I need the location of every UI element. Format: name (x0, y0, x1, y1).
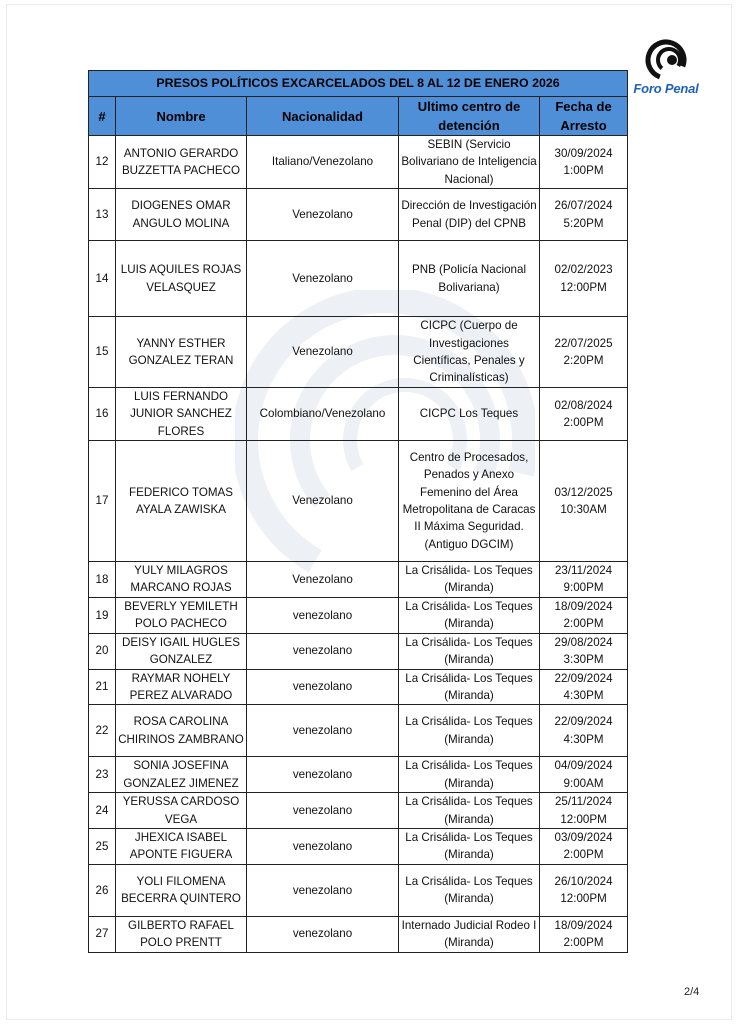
prisoner-name: SONIA JOSEFINA GONZALEZ JIMENEZ (116, 757, 247, 793)
prisoner-name: LUIS AQUILES ROJAS VELASQUEZ (116, 241, 247, 317)
column-header-number: # (89, 97, 116, 136)
nationality: Colombiano/Venezolano (247, 387, 399, 440)
detention-center: La Crisálida- Los Teques (Miranda) (399, 669, 540, 705)
detention-center: CICPC Los Teques (399, 387, 540, 440)
table-row (89, 757, 628, 793)
detention-center: SEBIN (Servicio Bolivariano de Inteligencia Nacional) (399, 136, 540, 189)
prisoner-name: YERUSSA CARDOSO VEGA (116, 793, 247, 829)
table-row (89, 562, 628, 598)
prisoner-name: YULY MILAGROS MARCANO ROJAS (116, 562, 247, 598)
row-number: 18 (89, 562, 116, 598)
nationality: Venezolano (247, 189, 399, 241)
detention-center: Dirección de Investigación Penal (DIP) del CPNB (399, 189, 540, 241)
detention-center: Centro de Procesados, Penados y Anexo Femenino del Área Metropolitana de Caracas II Máxima Seguridad. (Antiguo DGCIM) (399, 441, 540, 562)
prisoner-name: YOLI FILOMENA BECERRA QUINTERO (116, 864, 247, 916)
arrest-date: 02/08/2024 2:00PM (540, 387, 628, 440)
prisoner-name: FEDERICO TOMAS AYALA ZAWISKA (116, 441, 247, 562)
arrest-date: 22/07/2025 2:20PM (540, 317, 628, 388)
nationality: venezolano (247, 828, 399, 864)
nationality: venezolano (247, 633, 399, 669)
arrest-date: 30/09/2024 1:00PM (540, 136, 628, 189)
row-number: 23 (89, 757, 116, 793)
table-row (89, 189, 628, 241)
table-row (89, 864, 628, 916)
table-row (89, 705, 628, 757)
table-row (89, 828, 628, 864)
detention-center: PNB (Policía Nacional Bolivariana) (399, 241, 540, 317)
prisoner-name: LUIS FERNANDO JUNIOR SANCHEZ FLORES (116, 387, 247, 440)
detention-center: La Crisálida- Los Teques (Miranda) (399, 828, 540, 864)
prisoner-name: ANTONIO GERARDO BUZZETTA PACHECO (116, 136, 247, 189)
row-number: 15 (89, 317, 116, 388)
prisoner-name: GILBERTO RAFAEL POLO PRENTT (116, 916, 247, 952)
nationality: Venezolano (247, 317, 399, 388)
arrest-date: 23/11/2024 9:00PM (540, 562, 628, 598)
row-number: 26 (89, 864, 116, 916)
prisoner-name: DEISY IGAIL HUGLES GONZALEZ (116, 633, 247, 669)
prisoner-name: JHEXICA ISABEL APONTE FIGUERA (116, 828, 247, 864)
prisoner-name: RAYMAR NOHELY PEREZ ALVARADO (116, 669, 247, 705)
row-number: 21 (89, 669, 116, 705)
row-number: 12 (89, 136, 116, 189)
prisoners-table (88, 70, 628, 953)
detention-center: La Crisálida- Los Teques (Miranda) (399, 562, 540, 598)
column-header-name: Nombre (116, 97, 247, 136)
nationality: venezolano (247, 597, 399, 633)
nationality: Venezolano (247, 441, 399, 562)
table-row (89, 916, 628, 952)
arrest-date: 22/09/2024 4:30PM (540, 669, 628, 705)
arrest-date: 03/12/2025 10:30AM (540, 441, 628, 562)
prisoner-name: DIOGENES OMAR ANGULO MOLINA (116, 189, 247, 241)
table-row (89, 633, 628, 669)
arrest-date: 02/02/2023 12:00PM (540, 241, 628, 317)
detention-center: Internado Judicial Rodeo I (Miranda) (399, 916, 540, 952)
arrest-date: 26/10/2024 12:00PM (540, 864, 628, 916)
arrest-date: 03/09/2024 2:00PM (540, 828, 628, 864)
row-number: 13 (89, 189, 116, 241)
logo-text: Foro Penal (633, 81, 699, 96)
nationality: venezolano (247, 916, 399, 952)
detention-center: CICPC (Cuerpo de Investigaciones Científicas, Penales y Criminalísticas) (399, 317, 540, 388)
arrest-date: 22/09/2024 4:30PM (540, 705, 628, 757)
row-number: 20 (89, 633, 116, 669)
nationality: venezolano (247, 793, 399, 829)
foro-penal-logo (626, 38, 706, 100)
column-header-nationality: Nacionalidad (247, 97, 399, 136)
table-row (89, 387, 628, 440)
detention-center: La Crisálida- Los Teques (Miranda) (399, 793, 540, 829)
column-header-arrest-date: Fecha de Arresto (540, 97, 628, 136)
detention-center: La Crisálida- Los Teques (Miranda) (399, 705, 540, 757)
row-number: 14 (89, 241, 116, 317)
arrest-date: 29/08/2024 3:30PM (540, 633, 628, 669)
table-title: PRESOS POLÍTICOS EXCARCELADOS DEL 8 AL 12 DE ENERO 2026 (89, 71, 628, 97)
detention-center: La Crisálida- Los Teques (Miranda) (399, 597, 540, 633)
nationality: venezolano (247, 669, 399, 705)
table-row (89, 317, 628, 388)
column-header-detention-center: Ultimo centro de detención (399, 97, 540, 136)
table-row (89, 441, 628, 562)
table-row (89, 136, 628, 189)
arrest-date: 25/11/2024 12:00PM (540, 793, 628, 829)
nationality: Venezolano (247, 241, 399, 317)
row-number: 16 (89, 387, 116, 440)
arrest-date: 26/07/2024 5:20PM (540, 189, 628, 241)
table-row (89, 669, 628, 705)
nationality: venezolano (247, 864, 399, 916)
arrest-date: 04/09/2024 9:00AM (540, 757, 628, 793)
row-number: 27 (89, 916, 116, 952)
row-number: 22 (89, 705, 116, 757)
nationality: Venezolano (247, 562, 399, 598)
row-number: 24 (89, 793, 116, 829)
nationality: venezolano (247, 705, 399, 757)
prisoner-name: BEVERLY YEMILETH POLO PACHECO (116, 597, 247, 633)
row-number: 17 (89, 441, 116, 562)
prisoner-name: YANNY ESTHER GONZALEZ TERAN (116, 317, 247, 388)
prisoner-name: ROSA CAROLINA CHIRINOS ZAMBRANO (116, 705, 247, 757)
table-row (89, 597, 628, 633)
foro-penal-logo-icon (626, 38, 706, 82)
table-row (89, 241, 628, 317)
row-number: 25 (89, 828, 116, 864)
row-number: 19 (89, 597, 116, 633)
detention-center: La Crisálida- Los Teques (Miranda) (399, 864, 540, 916)
arrest-date: 18/09/2024 2:00PM (540, 597, 628, 633)
table-row (89, 793, 628, 829)
arrest-date: 18/09/2024 2:00PM (540, 916, 628, 952)
nationality: venezolano (247, 757, 399, 793)
detention-center: La Crisálida- Los Teques (Miranda) (399, 633, 540, 669)
nationality: Italiano/Venezolano (247, 136, 399, 189)
page-number: 2/4 (684, 986, 700, 998)
detention-center: La Crisálida- Los Teques (Miranda) (399, 757, 540, 793)
